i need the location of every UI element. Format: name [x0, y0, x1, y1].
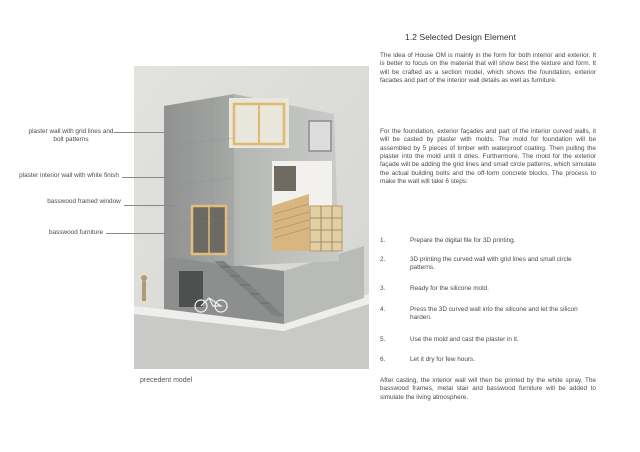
paragraph-closing: After casting, the interior wall will then be printed by the white spray. The basswood frames, metal stair and basswood furniture will be added to simulate the living atmosphere.	[380, 377, 596, 401]
annotation-furniture: basswood furniture	[49, 229, 103, 236]
precedent-model-photo	[134, 66, 369, 369]
photo-caption: precedent model	[140, 377, 193, 384]
paragraph-foundation: For the foundation, exterior façades and part of the interior curved walls, it will be casted by plaster with molds. The mold for foundation will be assembled by 5 pieces of timber with waterproof coating. Then pulling the plaster into the mold until it dries. Furthermore, The mold for the exterior façade will be adding the grid lines and small circle patterns, which simulate the actual building bolts and the off-form concrete blocks. The process to make the wall will take 6 steps:	[380, 128, 596, 186]
leader-line	[114, 132, 164, 133]
leader-line	[122, 177, 168, 178]
paragraph-intro: The idea of House OM is mainly in the form for both interior and exterior. It is better to focus on the material that will show best the texture and form. It will be crafted as a section model, which shows the foundation, exterior facades and part of the interior wall details as well as furniture.	[380, 52, 596, 85]
leader-line	[124, 205, 174, 206]
leader-line	[106, 233, 166, 234]
annotation-plaster-wall: plaster wall with grid lines and bolt patterns	[28, 128, 114, 143]
section-title: 1.2 Selected Design Element	[405, 32, 516, 42]
annotation-framed-window: basswood framed window	[47, 198, 121, 205]
annotation-interior-wall: plaster interior wall with white finish	[19, 172, 119, 179]
